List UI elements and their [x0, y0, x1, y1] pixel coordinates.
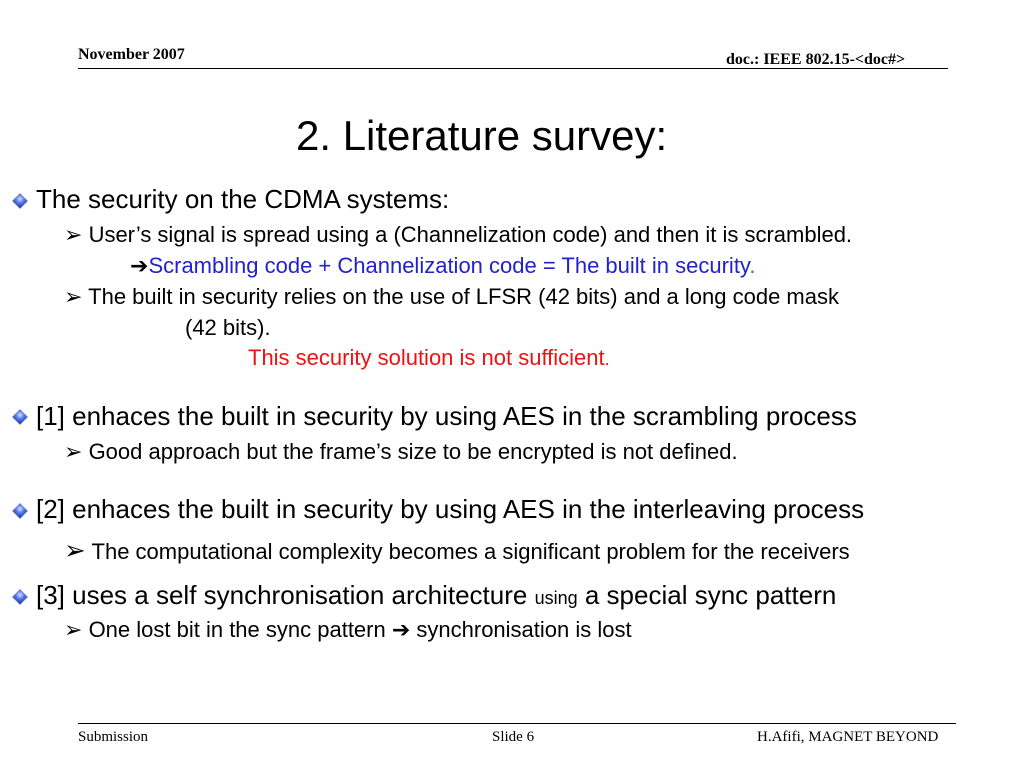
- implication-arrow-icon: ➔: [130, 253, 149, 278]
- footer-author: H.Afifi, MAGNET BEYOND: [757, 729, 939, 745]
- cdma-item-spread: [64, 222, 852, 248]
- cdma-implication: [130, 253, 755, 279]
- reference-3-text-b: a special sync pattern: [577, 580, 837, 610]
- reference-2: [2] enhaces the built in security by using AES in the interleaving process: [36, 494, 865, 524]
- cdma-item-spread-text: User’s signal is spread using a (Channelization code) and then it is scrambled.: [88, 222, 853, 247]
- cdma-item-lfsr-text: The built in security relies on the use of LFSR (42 bits) and a long code mask: [88, 284, 839, 309]
- diamond-bullet-icon: [13, 504, 27, 518]
- reference-3-note: [64, 617, 632, 643]
- diamond-bullet-icon: [13, 590, 27, 604]
- cdma-item-lfsr-cont: (42 bits).: [185, 315, 271, 340]
- slide-title: 2. Literature survey:: [296, 112, 668, 159]
- reference-3: [36, 580, 836, 611]
- section-cdma-heading: The security on the CDMA systems:: [36, 184, 450, 214]
- security-warning-dot: .: [604, 349, 610, 369]
- arrowhead-bullet-icon: ➢: [64, 284, 83, 309]
- reference-3-note-text-a: One lost bit in the sync pattern: [88, 617, 392, 642]
- reference-3-text-a: [3] uses a self synchronisation architecture: [36, 580, 535, 610]
- footer-slide-number: Slide 6: [492, 729, 535, 745]
- cdma-item-lfsr: [64, 284, 839, 310]
- security-warning-text: This security solution is not sufficient: [248, 345, 605, 370]
- arrowhead-bullet-icon: ➢: [64, 617, 83, 642]
- arrowhead-bullet-icon: ➢: [64, 222, 83, 247]
- reference-2-note: [64, 535, 850, 566]
- diamond-bullet-icon: [13, 194, 27, 208]
- reference-1-note: [64, 439, 738, 465]
- reference-3-note-text-b: synchronisation is lost: [410, 617, 632, 642]
- implication-dot: .: [749, 253, 756, 278]
- arrowhead-bullet-icon: ➢: [64, 535, 86, 565]
- footer-rule: [78, 723, 956, 724]
- implication-arrow-icon: ➔: [391, 617, 411, 642]
- arrowhead-bullet-icon: ➢: [64, 439, 83, 464]
- implication-text: Scrambling code + Channelization code = The built in security: [148, 253, 750, 278]
- diamond-bullet-icon: [13, 410, 27, 424]
- header-rule: [78, 68, 948, 69]
- reference-3-text-small: using: [534, 588, 578, 608]
- reference-1-note-text: Good approach but the frame’s size to be encrypted is not defined.: [88, 439, 738, 464]
- footer-submission: Submission: [78, 729, 149, 745]
- reference-1: [1] enhaces the built in security by using AES in the scrambling process: [36, 401, 857, 431]
- reference-2-note-text: The computational complexity becomes a significant problem for the receivers: [91, 539, 850, 564]
- header-doc-id: doc.: IEEE 802.15-<doc#>: [726, 51, 906, 68]
- header-date: November 2007: [78, 46, 185, 63]
- security-warning: [248, 345, 610, 371]
